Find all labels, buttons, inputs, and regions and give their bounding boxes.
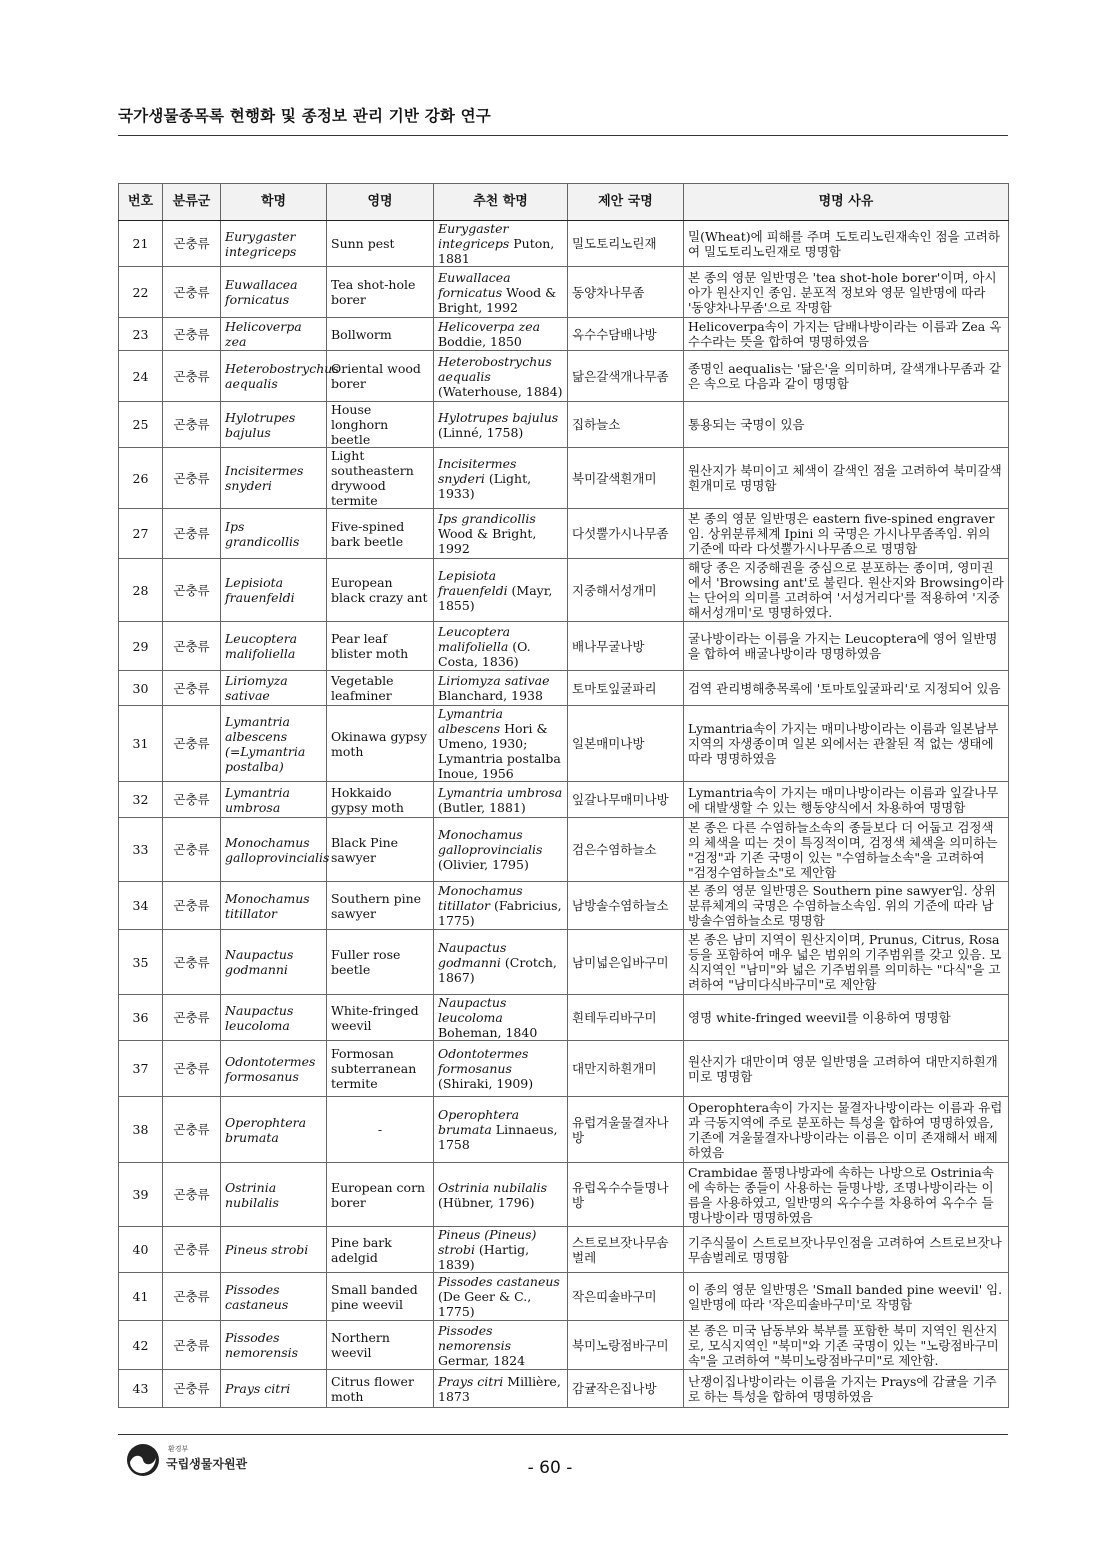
row-recommended-name xyxy=(434,559,568,622)
row-scientific-name: Prays citri xyxy=(221,1370,327,1408)
recommended-species: Lepisiota frauenfeldi xyxy=(438,567,508,598)
row-number: 30 xyxy=(119,671,163,706)
row-number: 40 xyxy=(119,1227,163,1273)
recommended-species: Ostrinia nubilalis xyxy=(438,1179,548,1195)
row-recommended-name xyxy=(434,509,568,559)
row-group: 곤충류 xyxy=(163,559,221,622)
row-english-name: Bollworm xyxy=(327,318,434,351)
table-header-row xyxy=(119,184,1009,221)
row-proposed-korean-name: 옥수수담배나방 xyxy=(568,318,684,351)
row-scientific-name: Lepisiota frauenfeldi xyxy=(221,559,327,622)
recommended-species: Ips grandicollis xyxy=(438,511,536,526)
table-row xyxy=(119,818,1009,882)
row-number: 37 xyxy=(119,1041,163,1097)
recommended-authority: (Shiraki, 1909) xyxy=(438,1076,534,1091)
row-number: 33 xyxy=(119,818,163,882)
row-group: 곤충류 xyxy=(163,1273,221,1321)
row-number: 36 xyxy=(119,995,163,1041)
row-group: 곤충류 xyxy=(163,818,221,882)
footer-org-sub: 환경부 xyxy=(168,1445,189,1453)
row-scientific-name: Helicoverpa zea xyxy=(221,318,327,351)
row-naming-reason: 통용되는 국명이 있음 xyxy=(684,402,1009,448)
header-rule xyxy=(118,135,1008,136)
row-group: 곤충류 xyxy=(163,267,221,318)
row-english-name: Sunn pest xyxy=(327,221,434,267)
recommended-authority: (O. Costa, 1836) xyxy=(438,638,531,669)
row-proposed-korean-name: 대만지하흰개미 xyxy=(568,1041,684,1097)
row-recommended-name xyxy=(434,1227,568,1273)
row-proposed-korean-name: 배나무굴나방 xyxy=(568,622,684,671)
recommended-species: Pissodes castaneus xyxy=(438,1274,560,1289)
row-naming-reason: 기주식물이 스트로브잣나무인점을 고려하여 스트로브잣나무솜벌레로 명명함 xyxy=(684,1227,1009,1273)
recommended-authority: Blanchard, 1938 xyxy=(438,688,543,703)
recommended-species: Leucoptera malifoliella xyxy=(438,623,511,654)
recommended-species: Incisitermes snyderi xyxy=(438,455,517,486)
table-row xyxy=(119,1370,1009,1408)
row-group: 곤충류 xyxy=(163,402,221,448)
row-number: 34 xyxy=(119,882,163,930)
row-scientific-name: Operophtera brumata xyxy=(221,1097,327,1163)
table-row xyxy=(119,1321,1009,1370)
row-recommended-name xyxy=(434,318,568,351)
row-naming-reason: 본 종은 다른 수염하늘소속의 종들보다 더 어둡고 검정색의 체색을 띠는 것이 특징적이며, 검정색 체색을 의미하는 "검정"과 기존 국명이 있는 "수염하늘소속"을 고려하여 "검정수염하늘소"로 제안함 xyxy=(684,818,1009,882)
row-scientific-name: Pissodes nemorensis xyxy=(221,1321,327,1370)
row-proposed-korean-name: 집하늘소 xyxy=(568,402,684,448)
row-group: 곤충류 xyxy=(163,509,221,559)
recommended-authority: (Mayr, 1855) xyxy=(438,582,553,613)
row-english-name: Small banded pine weevil xyxy=(327,1273,434,1321)
row-recommended-name xyxy=(434,671,568,706)
row-number: 39 xyxy=(119,1163,163,1227)
row-english-name: Vegetable leafminer xyxy=(327,671,434,706)
row-group: 곤충류 xyxy=(163,882,221,930)
row-naming-reason: 난쟁이집나방이라는 이름을 가지는 Prays에 감귤을 기주로 하는 특성을 합하여 명명하였음 xyxy=(684,1370,1009,1408)
row-proposed-korean-name: 다섯뿔가시나무좀 xyxy=(568,509,684,559)
table-row xyxy=(119,1273,1009,1321)
row-number: 21 xyxy=(119,221,163,267)
row-english-name: Citrus flower moth xyxy=(327,1370,434,1408)
row-english-name: Fuller rose beetle xyxy=(327,930,434,995)
row-number: 42 xyxy=(119,1321,163,1370)
recommended-authority: (Crotch, 1867) xyxy=(438,954,557,985)
row-english-name: White-fringed weevil xyxy=(327,995,434,1041)
recommended-authority: (Fabricius, 1775) xyxy=(438,898,562,928)
row-scientific-name: Incisitermes snyderi xyxy=(221,448,327,509)
row-scientific-name: Liriomyza sativae xyxy=(221,671,327,706)
row-group: 곤충류 xyxy=(163,318,221,351)
row-group: 곤충류 xyxy=(163,1097,221,1163)
recommended-authority: (Linné, 1758) xyxy=(438,424,524,440)
recommended-authority: (Waterhouse, 1884) xyxy=(438,383,563,399)
row-proposed-korean-name: 남방솔수염하늘소 xyxy=(568,882,684,930)
row-group: 곤충류 xyxy=(163,221,221,267)
row-recommended-name xyxy=(434,930,568,995)
recommended-authority: Wood & Bright, 1992 xyxy=(438,526,537,556)
table-row xyxy=(119,671,1009,706)
row-recommended-name xyxy=(434,782,568,818)
col-header-group: 분류군 xyxy=(163,184,221,221)
recommended-species: Eurygaster integriceps xyxy=(438,221,510,251)
row-naming-reason: 본 종의 영문 일반명은 eastern five-spined engraver 임. 상위분류체계 Ipini 의 국명은 가시나무좀족임. 위의 기준에 따라 다섯뿔가시나무좀으로 명명함 xyxy=(684,509,1009,559)
recommended-authority: (Light, 1933) xyxy=(438,470,532,501)
row-recommended-name xyxy=(434,818,568,882)
table-row xyxy=(119,448,1009,509)
row-scientific-name: Heterobostrychus aequalis xyxy=(221,351,327,402)
row-english-name: Formosan subterranean termite xyxy=(327,1041,434,1097)
recommended-authority: Boddie, 1850 xyxy=(438,334,522,349)
recommended-authority: Germar, 1824 xyxy=(438,1352,526,1368)
row-recommended-name xyxy=(434,1163,568,1227)
table-row xyxy=(119,1227,1009,1273)
row-naming-reason: 본 종은 미국 남동부와 북부를 포함한 북미 지역인 원산지로, 모식지역인 "북미"와 기존 국명이 있는 "노랑점바구미속"을 고려하여 "북미노랑점바구미"로 제안함. xyxy=(684,1321,1009,1370)
row-english-name: - xyxy=(327,1097,434,1163)
row-english-name: Light southeastern drywood termite xyxy=(327,448,434,509)
footer-rule xyxy=(118,1434,1008,1435)
recommended-authority: Hori & Umeno, 1930; Lymantria postalba Inoue, 1956 xyxy=(438,721,561,781)
row-scientific-name: Ostrinia nubilalis xyxy=(221,1163,327,1227)
recommended-species: Monochamus titillator xyxy=(438,883,523,913)
recommended-species: Pissodes nemorensis xyxy=(438,1322,512,1353)
row-proposed-korean-name: 감귤작은집나방 xyxy=(568,1370,684,1408)
recommended-species: Helicoverpa zea xyxy=(438,319,541,334)
table-row xyxy=(119,1163,1009,1227)
row-group: 곤충류 xyxy=(163,782,221,818)
row-proposed-korean-name: 일본매미나방 xyxy=(568,706,684,782)
row-naming-reason: 이 종의 영문 일반명은 'Small banded pine weevil' 임. 일반명에 따라 '작은띠솔바구미'로 작명함 xyxy=(684,1273,1009,1321)
row-recommended-name xyxy=(434,448,568,509)
recommended-species: Naupactus leucoloma xyxy=(438,995,507,1025)
col-header-english-name: 영명 xyxy=(327,184,434,221)
row-english-name: European corn borer xyxy=(327,1163,434,1227)
table-row xyxy=(119,882,1009,930)
row-recommended-name xyxy=(434,221,568,267)
row-recommended-name xyxy=(434,1321,568,1370)
table-row xyxy=(119,706,1009,782)
row-scientific-name: Monochamus galloprovincialis xyxy=(221,818,327,882)
recommended-authority: (Butler, 1881) xyxy=(438,799,526,815)
table-row xyxy=(119,509,1009,559)
row-english-name: Southern pine sawyer xyxy=(327,882,434,930)
recommended-authority: Puton, 1881 xyxy=(438,236,555,266)
recommended-authority: Wood & Bright, 1992 xyxy=(438,284,557,315)
ministry-logo-icon xyxy=(126,1443,160,1477)
row-group: 곤충류 xyxy=(163,995,221,1041)
recommended-species: Euwallacea fornicatus xyxy=(438,269,511,300)
row-recommended-name xyxy=(434,995,568,1041)
row-naming-reason: 본 종의 영문 일반명은 'tea shot-hole borer'이며, 아시아가 원산지인 종임. 분포적 정보와 영문 일반명에 따라 '동양차나무좀'으로 작명함 xyxy=(684,267,1009,318)
row-naming-reason: 종명인 aequalis는 '닮은'을 의미하며, 갈색개나무좀과 같은 속으로 다음과 같이 명명함 xyxy=(684,351,1009,402)
recommended-species: Lymantria albescens xyxy=(438,706,503,736)
row-recommended-name xyxy=(434,706,568,782)
row-group: 곤충류 xyxy=(163,448,221,509)
row-naming-reason: 원산지가 북미이고 체색이 갈색인 점을 고려하여 북미갈색흰개미로 명명함 xyxy=(684,448,1009,509)
row-proposed-korean-name: 남미넓은입바구미 xyxy=(568,930,684,995)
row-proposed-korean-name: 북미노랑점바구미 xyxy=(568,1321,684,1370)
row-recommended-name xyxy=(434,267,568,318)
row-naming-reason: 해당 종은 지중해권을 중심으로 분포하는 종이며, 영미권에서 'Browsing ant'로 불린다. 원산지와 Browsing이라는 단어의 의미를 고려하여 '서성거리다'를 적용하여 '지중해서성개미'로 명명하였다. xyxy=(684,559,1009,622)
table-row xyxy=(119,351,1009,402)
row-scientific-name: Hylotrupes bajulus xyxy=(221,402,327,448)
row-scientific-name: Lymantria albescens (=Lymantria postalba) xyxy=(221,706,327,782)
recommended-authority: Boheman, 1840 xyxy=(438,1025,538,1040)
row-recommended-name xyxy=(434,1273,568,1321)
col-header-proposed-korean-name: 제안 국명 xyxy=(568,184,684,221)
recommended-authority: Linnaeus, 1758 xyxy=(438,1122,558,1152)
recommended-species: Lymantria umbrosa xyxy=(438,784,563,800)
col-header-recommended-name: 추천 학명 xyxy=(434,184,568,221)
row-number: 27 xyxy=(119,509,163,559)
table-row xyxy=(119,559,1009,622)
row-group: 곤충류 xyxy=(163,671,221,706)
row-recommended-name xyxy=(434,402,568,448)
table-row xyxy=(119,221,1009,267)
row-naming-reason: Lymantria속이 가지는 매미나방이라는 이름과 잎갈나무에 대발생할 수 있는 행동양식에서 차용하여 명명함 xyxy=(684,782,1009,818)
row-naming-reason: 원산지가 대만이며 영문 일반명을 고려하여 대만지하흰개미로 명명함 xyxy=(684,1041,1009,1097)
footer-org-name: 국립생물자원관 xyxy=(166,1457,248,1471)
recommended-authority: (De Geer & C., 1775) xyxy=(438,1289,532,1319)
row-group: 곤충류 xyxy=(163,622,221,671)
recommended-species: Monochamus galloprovincialis xyxy=(438,827,543,857)
table-row xyxy=(119,995,1009,1041)
table-row xyxy=(119,1097,1009,1163)
row-proposed-korean-name: 유럽옥수수들명나방 xyxy=(568,1163,684,1227)
row-english-name: Okinawa gypsy moth xyxy=(327,706,434,782)
recommended-species: Heterobostrychus aequalis xyxy=(438,353,552,384)
page-number: - 60 - xyxy=(527,1458,573,1478)
recommended-species: Operophtera brumata xyxy=(438,1107,520,1137)
row-scientific-name: Euwallacea fornicatus xyxy=(221,267,327,318)
row-group: 곤충류 xyxy=(163,930,221,995)
row-proposed-korean-name: 흰테두리바구미 xyxy=(568,995,684,1041)
row-scientific-name: Odontotermes formosanus xyxy=(221,1041,327,1097)
row-proposed-korean-name: 동양차나무좀 xyxy=(568,267,684,318)
page-header-title: 국가생물종목록 현행화 및 종정보 관리 기반 강화 연구 xyxy=(118,107,491,125)
table-row xyxy=(119,267,1009,318)
table-row xyxy=(119,930,1009,995)
row-number: 41 xyxy=(119,1273,163,1321)
row-naming-reason: 검역 관리병해충목록에 '토마토잎굴파리'로 지정되어 있음 xyxy=(684,671,1009,706)
table-row xyxy=(119,622,1009,671)
row-number: 29 xyxy=(119,622,163,671)
col-header-naming-reason: 명명 사유 xyxy=(684,184,1009,221)
species-table xyxy=(118,183,1009,1408)
row-group: 곤충류 xyxy=(163,351,221,402)
row-recommended-name xyxy=(434,1097,568,1163)
row-group: 곤충류 xyxy=(163,1227,221,1273)
row-number: 26 xyxy=(119,448,163,509)
row-naming-reason: Crambidae 풀명나방과에 속하는 나방으로 Ostrinia속에 속하는 종들이 사용하는 들명나방, 조명나방이라는 이름을 사용하였고, 일반명의 옥수수를 차용하여 옥수수 들명나방이라 명명하였음 xyxy=(684,1163,1009,1227)
row-scientific-name: Naupactus leucoloma xyxy=(221,995,327,1041)
row-naming-reason: 밀(Wheat)에 피해를 주며 도토리노린재속인 점을 고려하여 밀도토리노린재로 명명함 xyxy=(684,221,1009,267)
recommended-species: Prays citri xyxy=(438,1373,504,1389)
row-proposed-korean-name: 밀도토리노린재 xyxy=(568,221,684,267)
row-recommended-name xyxy=(434,622,568,671)
row-proposed-korean-name: 닮은갈색개나무좀 xyxy=(568,351,684,402)
recommended-species: Liriomyza sativae xyxy=(438,673,550,688)
row-scientific-name: Monochamus titillator xyxy=(221,882,327,930)
recommended-species: Odontotermes formosanus xyxy=(438,1046,529,1076)
row-english-name: Black Pine sawyer xyxy=(327,818,434,882)
row-naming-reason: 굴나방이라는 이름을 가지는 Leucoptera에 영어 일반명을 합하여 배굴나방이라 명명하였음 xyxy=(684,622,1009,671)
row-number: 31 xyxy=(119,706,163,782)
row-proposed-korean-name: 잎갈나무매미나방 xyxy=(568,782,684,818)
row-proposed-korean-name: 검은수염하늘소 xyxy=(568,818,684,882)
row-number: 22 xyxy=(119,267,163,318)
row-naming-reason: Operophtera속이 가지는 물결자나방이라는 이름과 유럽과 극동지역에 주로 분포하는 특성을 합하여 명명하였음, 기존에 겨울물결자나방이라는 이름은 이미 존재해서 배제하였음 xyxy=(684,1097,1009,1163)
recommended-authority: (Hübner, 1796) xyxy=(438,1194,535,1210)
row-group: 곤충류 xyxy=(163,1370,221,1408)
table-row xyxy=(119,1041,1009,1097)
row-naming-reason: 본 종은 남미 지역이 원산지이며, Prunus, Citrus, Rosa등을 포함하여 매우 넓은 범위의 기주범위를 갖고 있음. 모식지역인 "남미"와 넓은 기주범위를 의미하는 "다식"을 고려하여 "남미다식바구미"로 제안함 xyxy=(684,930,1009,995)
row-group: 곤충류 xyxy=(163,1041,221,1097)
table-row xyxy=(119,318,1009,351)
row-recommended-name xyxy=(434,882,568,930)
row-proposed-korean-name: 토마토잎굴파리 xyxy=(568,671,684,706)
row-scientific-name: Leucoptera malifoliella xyxy=(221,622,327,671)
row-scientific-name: Naupactus godmanni xyxy=(221,930,327,995)
row-proposed-korean-name: 작은띠솔바구미 xyxy=(568,1273,684,1321)
row-english-name: Pear leaf blister moth xyxy=(327,622,434,671)
row-english-name: House longhorn beetle xyxy=(327,402,434,448)
row-naming-reason: Lymantria속이 가지는 매미나방이라는 이름과 일본남부지역의 자생종이며 일본 외에서는 관찰된 적 없는 생태에 따라 명명하였음 xyxy=(684,706,1009,782)
recommended-species: Naupactus godmanni xyxy=(438,939,507,970)
row-group: 곤충류 xyxy=(163,706,221,782)
col-header-number: 번호 xyxy=(119,184,163,221)
col-header-scientific-name: 학명 xyxy=(221,184,327,221)
row-number: 23 xyxy=(119,318,163,351)
recommended-species: Pineus (Pineus) strobi xyxy=(438,1227,537,1257)
recommended-authority: Millière, 1873 xyxy=(438,1373,561,1404)
row-scientific-name: Lymantria umbrosa xyxy=(221,782,327,818)
row-number: 28 xyxy=(119,559,163,622)
row-english-name: Tea shot-hole borer xyxy=(327,267,434,318)
row-english-name: Five-spined bark beetle xyxy=(327,509,434,559)
row-proposed-korean-name: 북미갈색흰개미 xyxy=(568,448,684,509)
row-number: 35 xyxy=(119,930,163,995)
recommended-species: Hylotrupes bajulus xyxy=(438,409,559,425)
row-proposed-korean-name: 스트로브잣나무솜벌레 xyxy=(568,1227,684,1273)
row-scientific-name: Ips grandicollis xyxy=(221,509,327,559)
row-scientific-name: Eurygaster integriceps xyxy=(221,221,327,267)
row-group: 곤충류 xyxy=(163,1321,221,1370)
row-recommended-name xyxy=(434,351,568,402)
row-proposed-korean-name: 지중해서성개미 xyxy=(568,559,684,622)
row-scientific-name: Pissodes castaneus xyxy=(221,1273,327,1321)
row-scientific-name: Pineus strobi xyxy=(221,1227,327,1273)
row-number: 32 xyxy=(119,782,163,818)
row-number: 38 xyxy=(119,1097,163,1163)
table-row xyxy=(119,402,1009,448)
row-english-name: Northern weevil xyxy=(327,1321,434,1370)
row-naming-reason: 본 종의 영문 일반명은 Southern pine sawyer임. 상위분류체계의 국명은 수염하늘소속임. 위의 기준에 따라 남방솔수염하늘소로 명명함 xyxy=(684,882,1009,930)
table-row xyxy=(119,782,1009,818)
row-recommended-name xyxy=(434,1041,568,1097)
row-number: 25 xyxy=(119,402,163,448)
row-group: 곤충류 xyxy=(163,1163,221,1227)
row-naming-reason: 영명 white-fringed weevil를 이용하여 명명함 xyxy=(684,995,1009,1041)
row-english-name: Pine bark adelgid xyxy=(327,1227,434,1273)
row-proposed-korean-name: 유럽겨울물결자나방 xyxy=(568,1097,684,1163)
row-recommended-name xyxy=(434,1370,568,1408)
row-english-name: European black crazy ant xyxy=(327,559,434,622)
row-naming-reason: Helicoverpa속이 가지는 담배나방이라는 이름과 Zea 옥수수라는 뜻을 합하여 명명하였음 xyxy=(684,318,1009,351)
row-number: 43 xyxy=(119,1370,163,1408)
row-english-name: Oriental wood borer xyxy=(327,351,434,402)
row-english-name: Hokkaido gypsy moth xyxy=(327,782,434,818)
recommended-authority: (Hartig, 1839) xyxy=(438,1242,530,1272)
row-number: 24 xyxy=(119,351,163,402)
recommended-authority: (Olivier, 1795) xyxy=(438,857,529,872)
